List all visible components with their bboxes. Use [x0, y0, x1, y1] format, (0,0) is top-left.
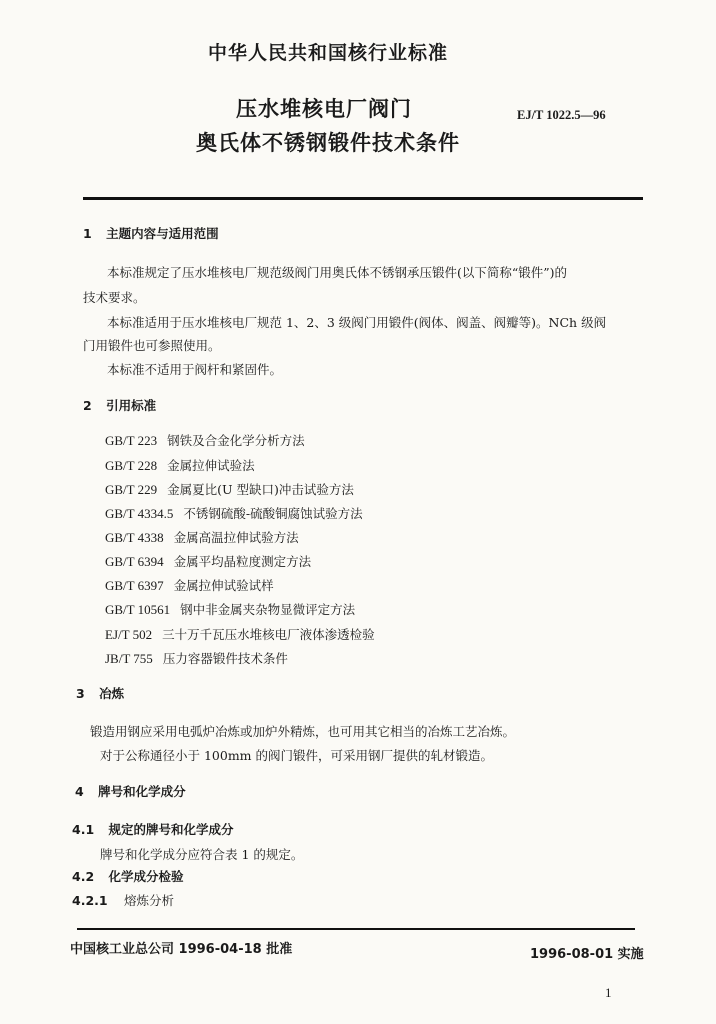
- reference-item: [105, 431, 305, 449]
- subsection-4-1-heading: [72, 820, 234, 838]
- section-title: 引用标准: [106, 398, 157, 413]
- reference-item: [105, 625, 375, 643]
- subsection-number: 4.2.1: [72, 893, 108, 908]
- subsection-title: 化学成分检验: [108, 869, 184, 884]
- reference-name: 金属拉伸试验法: [167, 458, 255, 473]
- subsection-number: 4.1: [72, 822, 95, 837]
- issuing-org-header: 中华人民共和国核行业标准: [208, 42, 449, 64]
- section-number: 4: [75, 784, 84, 799]
- approval-line: 中国核工业总公司 1996-04-18 批准: [70, 942, 293, 957]
- implementation-line: 1996-08-01 实施: [530, 947, 644, 962]
- paragraph-line: 对于公称通径小于 100mm 的阀门锻件，可采用钢厂提供的轧材锻造。: [100, 748, 494, 763]
- reference-name: 钢中非金属夹杂物显微评定方法: [180, 602, 356, 617]
- reference-name: 压力容器锻件技术条件: [162, 651, 288, 666]
- reference-code: GB/T 229: [105, 482, 158, 497]
- section-1-heading: [83, 224, 219, 242]
- section-3-heading: [76, 684, 124, 702]
- reference-item: [105, 552, 311, 570]
- reference-item: [105, 504, 363, 522]
- paragraph-line: 门用锻件也可参照使用。: [83, 338, 221, 353]
- section-4-heading: [75, 782, 186, 800]
- reference-code: GB/T 228: [105, 458, 158, 473]
- subsection-title: 熔炼分析: [123, 893, 174, 908]
- subsection-4-2-heading: [72, 867, 184, 885]
- reference-item: [105, 528, 299, 546]
- reference-code: GB/T 6397: [105, 578, 164, 593]
- paragraph-line: 牌号和化学成分应符合表 1 的规定。: [100, 847, 304, 862]
- section-title: 牌号和化学成分: [98, 784, 186, 799]
- page-number: 1: [605, 985, 612, 1000]
- paragraph-line: 本标准规定了压水堆核电厂规范级阀门用奥氏体不锈钢承压锻件(以下简称“锻件”)的: [107, 265, 568, 280]
- section-title: 主题内容与适用范围: [106, 226, 219, 241]
- paragraph-line: 本标准适用于压水堆核电厂规范 1、2、3 级阀门用锻件(阀体、阀盖、阀瓣等)。NCh 级阀: [107, 315, 607, 330]
- section-number: 3: [76, 686, 85, 701]
- subsection-number: 4.2: [72, 869, 95, 884]
- document-title-line1: 压水堆核电厂阀门: [236, 97, 412, 121]
- reference-name: 金属拉伸试验试样: [173, 578, 274, 593]
- reference-code: GB/T 4334.5: [105, 506, 174, 521]
- reference-code: GB/T 10561: [105, 602, 171, 617]
- paragraph-line: 本标准不适用于阀杆和紧固件。: [107, 362, 283, 377]
- standard-number: EJ/T 1022.5—96: [517, 108, 606, 122]
- reference-item: [105, 649, 288, 667]
- reference-name: 金属夏比(U 型缺口)冲击试验方法: [167, 482, 354, 497]
- reference-name: 钢铁及合金化学分析方法: [167, 433, 305, 448]
- document-title-line2: 奥氏体不锈钢锻件技术条件: [196, 131, 460, 155]
- paragraph-line: 锻造用钢应采用电弧炉冶炼或加炉外精炼，也可用其它相当的冶炼工艺冶炼。: [90, 724, 516, 739]
- section-number: 1: [83, 226, 92, 241]
- section-2-heading: [83, 396, 156, 414]
- reference-code: EJ/T 502: [105, 627, 153, 642]
- footer-divider: [77, 928, 635, 930]
- reference-name: 不锈钢硫酸-硫酸铜腐蚀试验方法: [183, 506, 363, 521]
- reference-item: [105, 576, 274, 594]
- section-title: 冶炼: [99, 686, 125, 701]
- reference-code: JB/T 755: [105, 651, 153, 666]
- subsection-title: 规定的牌号和化学成分: [108, 822, 234, 837]
- header-divider: [83, 197, 643, 200]
- reference-item: [105, 456, 255, 474]
- reference-name: 三十万千瓦压水堆核电厂液体渗透检验: [162, 627, 375, 642]
- subsection-4-2-1-heading: [72, 891, 174, 909]
- paragraph-line: 技术要求。: [83, 290, 146, 305]
- reference-name: 金属平均晶粒度测定方法: [173, 554, 312, 569]
- reference-item: [105, 600, 355, 618]
- reference-code: GB/T 6394: [105, 554, 164, 569]
- reference-item: [105, 480, 354, 498]
- section-number: 2: [83, 398, 92, 413]
- reference-name: 金属高温拉伸试验方法: [173, 530, 299, 545]
- reference-code: GB/T 223: [105, 433, 158, 448]
- reference-code: GB/T 4338: [105, 530, 164, 545]
